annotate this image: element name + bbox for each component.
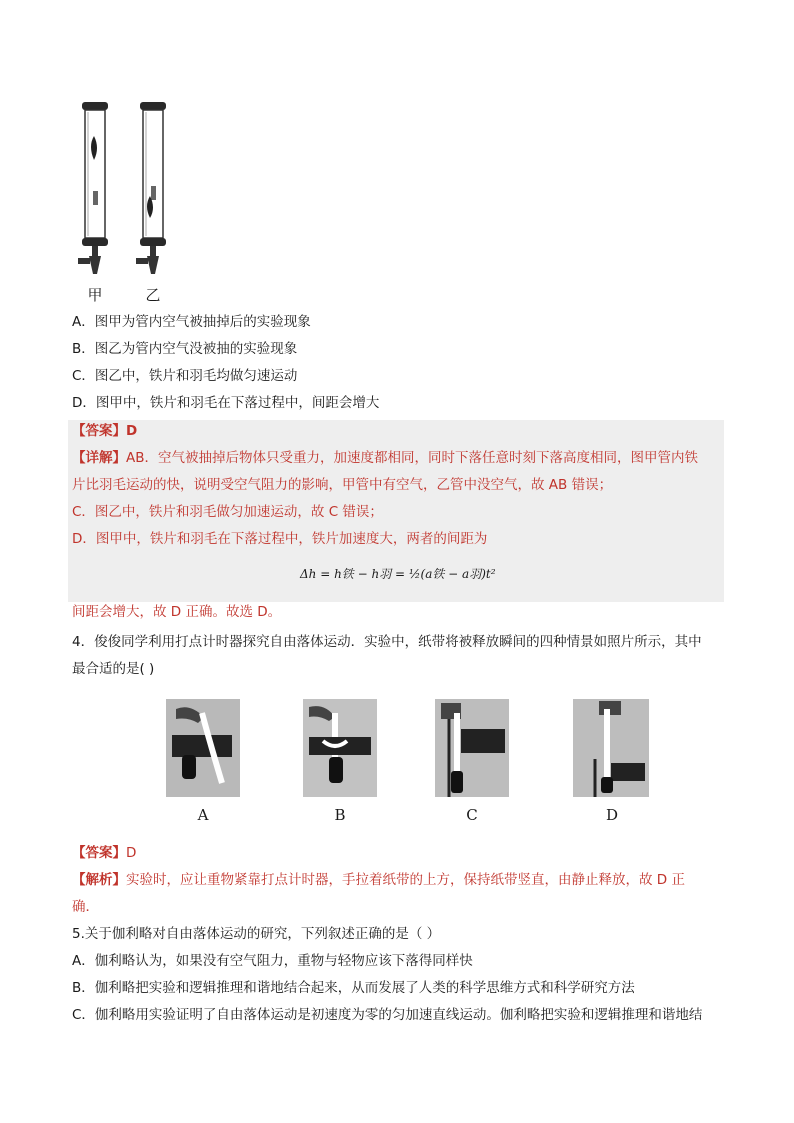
answer-value: D [126, 423, 138, 439]
photo-c [435, 699, 509, 797]
q5-stem: 5.关于伽利略对自由落体运动的研究，下列叙述正确的是（ ） [72, 926, 441, 942]
q4-analysis-line-2: 确． [72, 899, 99, 915]
q3-detail-line-1: 【详解】AB．空气被抽掉后物体只受重力，加速度都相同，同时下落任意时刻下落高度相同，图甲管内铁 [72, 450, 698, 466]
photo-label-c: C [466, 806, 478, 824]
q4-stem-line-1: 4．俊俊同学利用打点计时器探究自由落体运动．实验中，纸带将被释放瞬间的四种情景如照片所示，其中 [72, 634, 702, 650]
photo-d-drawing [573, 699, 649, 797]
q3-option-a: A．图甲为管内空气被抽掉后的实验现象 [72, 314, 311, 330]
tube-jia [78, 102, 108, 274]
q5-option-a: A．伽利略认为，如果没有空气阻力，重物与轻物应该下落得同样快 [72, 953, 473, 969]
tube-label-yi: 乙 [145, 286, 161, 304]
q4-stem-line-2: 最合适的是( ) [72, 661, 155, 677]
q3-detail-line-5: 间距会增大，故 D 正确。故选 D。 [72, 604, 282, 620]
q3-option-d: D．图甲中，铁片和羽毛在下落过程中，间距会增大 [72, 395, 380, 411]
tube-label-jia: 甲 [87, 286, 103, 304]
q3-detail-line-3: C．图乙中，铁片和羽毛做匀加速运动，故 C 错误； [72, 504, 383, 520]
tube-yi [136, 102, 166, 274]
photo-label-b: B [334, 806, 346, 824]
q3-detail-line-2: 片比羽毛运动的快，说明受空气阻力的影响，甲管中有空气，乙管中没空气，故 AB 错误； [72, 477, 613, 493]
photo-label-a: A [197, 806, 209, 824]
photo-label-d: D [605, 806, 619, 824]
photo-d [573, 699, 649, 797]
answer-tag: 【答案】 [72, 423, 126, 439]
detail-tag: 【详解】 [72, 450, 126, 466]
q3-option-c: C．图乙中，铁片和羽毛均做匀速运动 [72, 368, 298, 384]
photo-b-drawing [303, 699, 377, 797]
q3-detail-line-4: D．图甲中，铁片和羽毛在下落过程中，铁片加速度大，两者的间距为 [72, 531, 488, 547]
q3-option-b: B．图乙为管内空气没被抽的实验现象 [72, 341, 298, 357]
newton-tubes-drawing [72, 96, 182, 306]
q3-answer [72, 421, 137, 441]
photo-b [303, 699, 377, 797]
q3-formula: Δh = h铁 − h羽 = ½(a铁 − a羽)t² [300, 567, 496, 581]
q5-option-b: B．伽利略把实验和逻辑推理和谐地结合起来，从而发展了人类的科学思维方式和科学研究方法 [72, 980, 635, 996]
newton-tubes-figure [72, 96, 182, 306]
q4-analysis-line-1: 【解析】实验时，应让重物紧靠打点计时器，手拉着纸带的上方，保持纸带竖直，由静止释放，故 D 正 [72, 872, 685, 888]
q4-answer: 【答案】D [72, 845, 137, 861]
photo-a-drawing [166, 699, 240, 797]
photo-a [166, 699, 240, 797]
photo-c-drawing [435, 699, 509, 797]
q5-option-c: C．伽利略用实验证明了自由落体运动是初速度为零的匀加速直线运动。伽利略把实验和逻辑推理和谐地结 [72, 1007, 703, 1023]
